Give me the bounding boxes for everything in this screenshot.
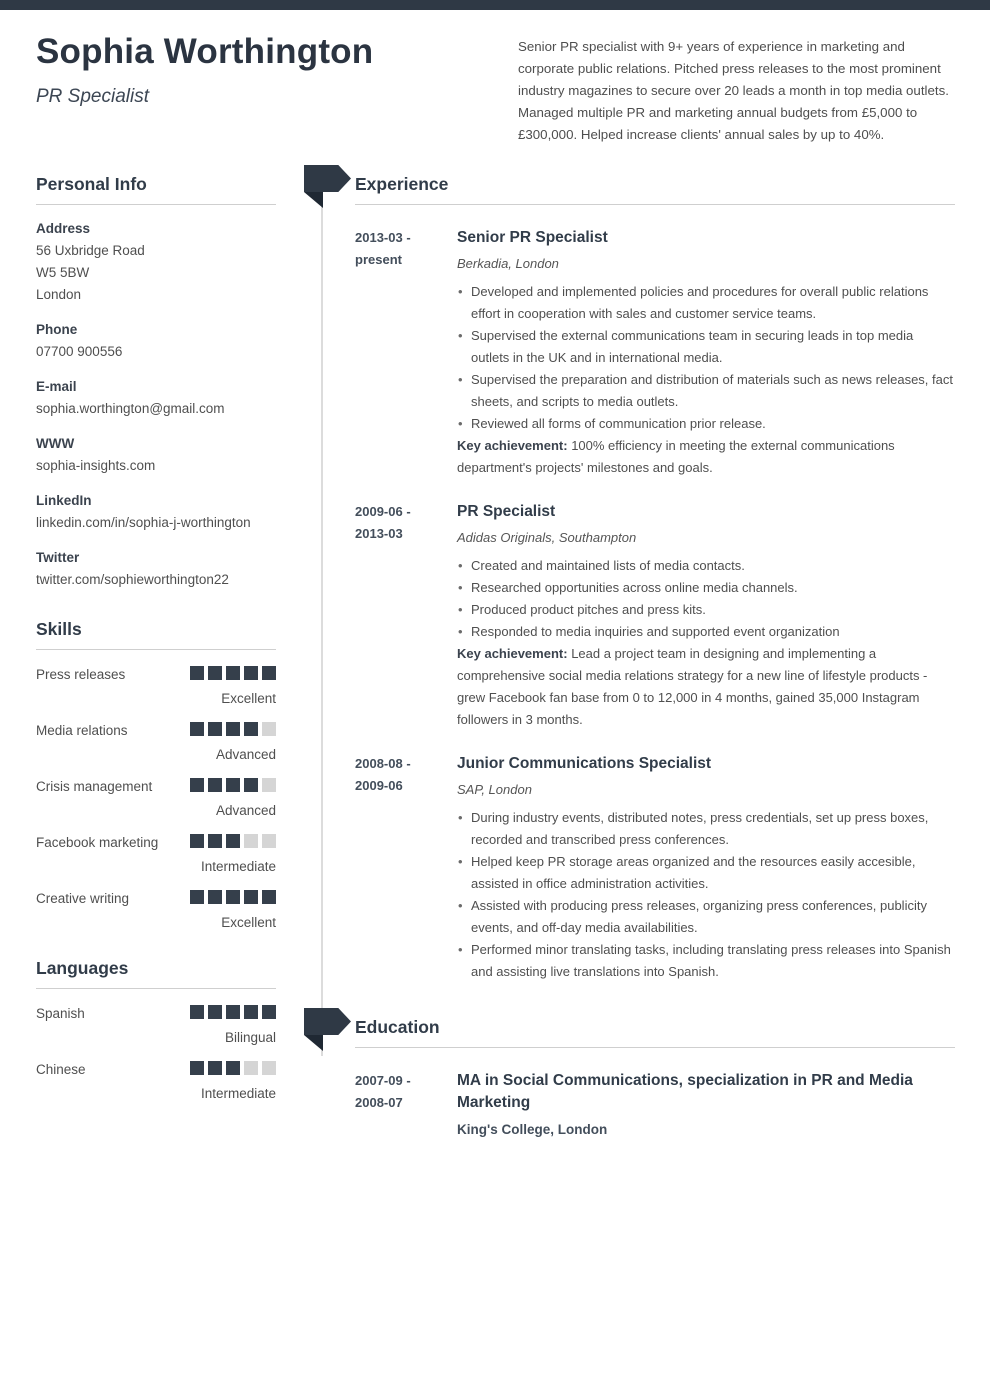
rating-square-empty [262,722,276,736]
rating-square-empty [244,834,258,848]
bullet: • Supervised the preparation and distribution of materials such as news releases, fact sheets, and scripts to media outlets. [457,369,955,413]
rating-square-empty [262,1061,276,1075]
rating-square-filled [190,778,204,792]
contact-field-email [36,376,276,420]
bullet: • During industry events, distributed notes, press credentials, set up press boxes, recorded and transcribed press conferences. [457,807,955,851]
entry-title: PR Specialist [457,503,556,520]
rating-square-filled [244,890,258,904]
rating-square-filled [226,834,240,848]
rating-square-empty [244,1061,258,1075]
rating-square-filled [208,1061,222,1075]
date-end: 2008-07 [355,1095,403,1110]
bullet: • Assisted with producing press releases, organizing press conferences, publicity events, and off-day media availabilities. [457,895,955,939]
date-end: 2013-03 [355,526,403,541]
skill-level-label: Excellent [221,691,276,706]
rating-square-filled [226,1005,240,1019]
key-achievement: Key achievement: 100% efficiency in meeting the external communications department's projects' milestones and goals. [457,438,895,475]
rating-square-filled [190,666,204,680]
rating-square-filled [208,666,222,680]
skill-item [36,890,276,930]
date-start: 2007-09 - [355,1073,411,1088]
experience-section [355,174,955,983]
rating-square-empty [262,834,276,848]
field-value: sophia.worthington@gmail.com [36,401,225,416]
languages-heading: Languages [36,958,276,989]
skill-item [36,834,276,874]
field-value: 07700 900556 [36,344,123,359]
language-rating-squares [190,1061,276,1075]
skill-rating-squares [190,722,276,736]
skill-name: Creative writing [36,891,130,906]
language-level-label: Intermediate [200,1086,276,1101]
skill-name: Media relations [36,723,128,738]
skill-rating-squares [190,778,276,792]
contact-field-address [36,218,276,306]
skills-heading: Skills [36,619,276,650]
rating-square-filled [226,722,240,736]
bookmark-ribbon-icon [304,1008,351,1035]
date-start: 2013-03 - [355,230,411,245]
skill-item [36,722,276,762]
rating-square-filled [244,666,258,680]
rating-square-filled [190,722,204,736]
rating-square-filled [208,778,222,792]
entry-company: Berkadia, London [457,256,559,271]
skill-rating-squares [190,666,276,680]
contact-field-twitter [36,547,276,591]
contact-field-www [36,433,276,477]
entry-title: Senior PR Specialist [457,229,608,246]
rating-square-filled [226,890,240,904]
rating-square-filled [244,722,258,736]
skill-name: Press releases [36,667,126,682]
bullet: • Supervised the external communications team in securing leads in top media outlets in the UK and in international media. [457,325,955,369]
bullet: • Reviewed all forms of communication prior release. [457,413,955,435]
language-name: Chinese [36,1062,86,1077]
rating-square-filled [226,778,240,792]
field-value: W5 5BW [36,265,90,280]
timeline-line [321,192,323,1056]
date-end: 2009-06 [355,778,403,793]
experience-entry [355,501,955,731]
field-value: sophia-insights.com [36,458,156,473]
skill-rating-squares [190,834,276,848]
sidebar [36,174,276,1129]
rating-square-filled [208,1005,222,1019]
language-name: Spanish [36,1006,85,1021]
entry-company: SAP, London [457,782,532,797]
skill-level-label: Excellent [221,915,276,930]
entry-dates [355,501,457,731]
skill-name: Crisis management [36,779,153,794]
rating-square-filled [262,1005,276,1019]
field-value: London [36,287,82,302]
field-value: twitter.com/sophieworthington22 [36,572,229,587]
field-label: LinkedIn [36,493,92,508]
person-name: Sophia Worthington [36,32,374,71]
school-name: King's College, London [457,1122,608,1137]
personal-info-heading: Personal Info [36,174,276,205]
field-label: Address [36,221,91,236]
skill-rating-squares [190,890,276,904]
top-accent-bar [0,0,990,10]
bullet: • Researched opportunities across online media channels. [457,577,955,599]
personal-info-section [36,174,276,591]
date-start: 2009-06 - [355,504,411,519]
main-column [304,174,955,1141]
experience-entry [355,227,955,479]
entry-bullets [457,555,955,643]
rating-square-filled [190,1005,204,1019]
skill-level-label: Advanced [215,803,276,818]
rating-square-filled [208,722,222,736]
skill-level-label: Advanced [215,747,276,762]
education-entry [355,1070,955,1141]
entry-title: Junior Communications Specialist [457,755,712,772]
rating-square-filled [262,666,276,680]
bookmark-ribbon-fold-icon [304,1035,323,1051]
rating-square-filled [208,834,222,848]
entry-dates [355,1070,457,1141]
date-end: present [355,252,402,267]
language-item [36,1005,276,1045]
bullet: • Created and maintained lists of media contacts. [457,555,955,577]
language-item [36,1061,276,1101]
language-level-label: Bilingual [224,1030,276,1045]
bullet: • Performed minor translating tasks, including translating press releases into Spanish and assisting live translations into Spanish. [457,939,955,983]
languages-section [36,958,276,1101]
rating-square-empty [262,778,276,792]
field-label: E-mail [36,379,77,394]
degree-title: MA in Social Communications, specialization in PR and Media Marketing [457,1072,913,1111]
skills-section [36,619,276,930]
bullet: • Developed and implemented policies and procedures for overall public relations effort in cooperation with sales and customer service teams. [457,281,955,325]
rating-square-filled [190,1061,204,1075]
entry-company: Adidas Originals, Southampton [457,530,637,545]
entry-bullets [457,281,955,435]
field-label: Twitter [36,550,80,565]
rating-square-filled [208,890,222,904]
contact-field-phone [36,319,276,363]
entry-bullets [457,807,955,983]
date-start: 2008-08 - [355,756,411,771]
skill-item [36,778,276,818]
field-value: linkedin.com/in/sophia-j-worthington [36,515,251,530]
key-achievement: Key achievement: Lead a project team in designing and implementing a comprehensive social media relations strategy for a new line of lifestyle products - grew Facebook fan base from 0 to 12,000 in 4 months, gained 35,000 Instagram followers in 3 months. [457,646,928,727]
header-identity [36,32,481,146]
rating-square-filled [226,1061,240,1075]
header [0,0,990,146]
rating-square-filled [244,1005,258,1019]
professional-summary: Senior PR specialist with 9+ years of experience in marketing and corporate public relations. Pitched press releases to the most prominent industry magazines to secure over 20 leads a month in top media outlets. Managed multiple PR and marketing annual budgets from £5,000 to £300,000. Helped increase clients' annual sales by up to 40%. [518,39,949,142]
field-label: Phone [36,322,78,337]
entry-dates [355,227,457,479]
skill-level-label: Intermediate [200,859,276,874]
skill-name: Facebook marketing [36,835,159,850]
field-value: 56 Uxbridge Road [36,243,145,258]
bullet: • Produced product pitches and press kits. [457,599,955,621]
field-label: WWW [36,436,75,451]
rating-square-filled [226,666,240,680]
bullet: • Helped keep PR storage areas organized and the resources easily accesible, assisted in office administration activities. [457,851,955,895]
education-section [355,1017,955,1141]
job-title: PR Specialist [36,86,149,107]
experience-heading: Experience [355,174,955,205]
education-heading: Education [355,1017,955,1048]
language-rating-squares [190,1005,276,1019]
contact-field-linkedin [36,490,276,534]
rating-square-filled [190,890,204,904]
content-columns [0,174,990,1141]
rating-square-filled [190,834,204,848]
rating-square-filled [244,778,258,792]
bookmark-ribbon-icon [304,165,351,192]
rating-square-filled [262,890,276,904]
entry-dates [355,753,457,983]
experience-entry [355,753,955,983]
bullet: • Responded to media inquiries and supported event organization [457,621,955,643]
skill-item [36,666,276,706]
